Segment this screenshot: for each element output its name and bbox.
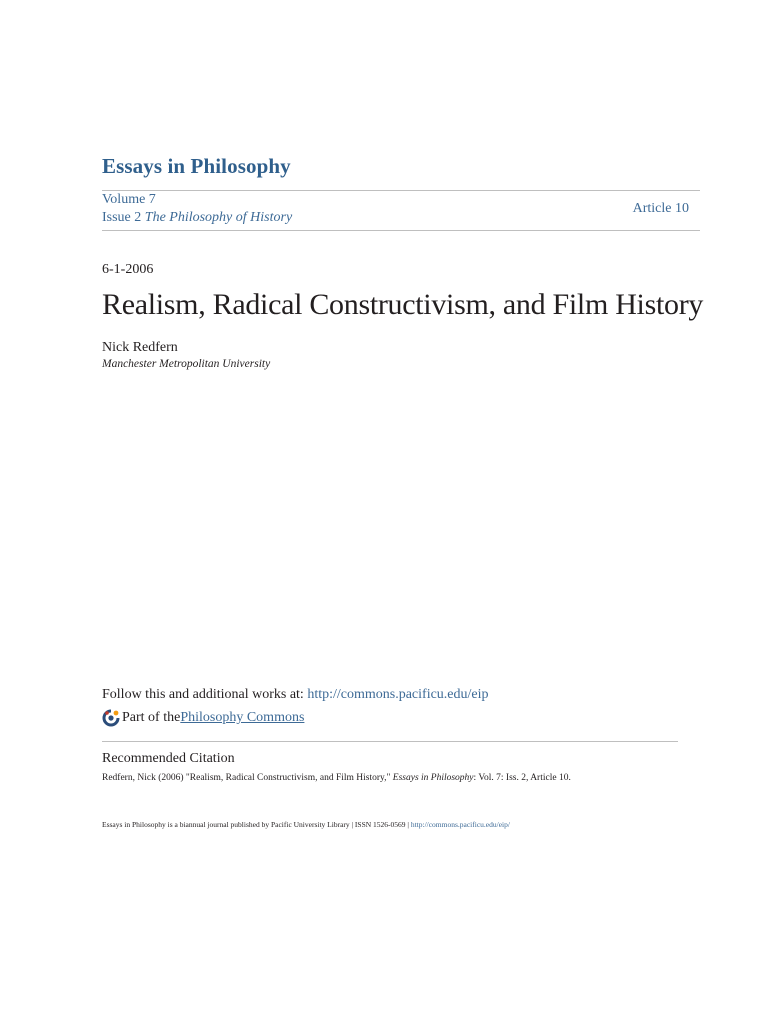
footer-text: Essays in Philosophy is a biannual journal published by Pacific University Library | ISSN 1526-0569 | (102, 820, 411, 829)
philosophy-commons-link[interactable]: Philosophy Commons (180, 710, 305, 725)
footer-url-link[interactable]: http://commons.pacificu.edu/eip/ (410, 820, 510, 829)
citation-suffix: : Vol. 7: Iss. 2, Article 10. (473, 773, 571, 783)
citation-divider (102, 741, 678, 742)
follow-url-link[interactable]: http://commons.pacificu.edu/eip (307, 687, 489, 702)
publication-date: 6-1-2006 (102, 262, 154, 277)
citation-journal: Essays in Philosophy (392, 773, 474, 783)
citation-text (102, 773, 571, 783)
citation-prefix: Redfern, Nick (2006) "Realism, Radical Constructivism, and Film History," (102, 773, 393, 783)
paper-title: Realism, Radical Constructivism, and Film History (102, 288, 704, 321)
footer-notice (102, 820, 510, 829)
article-link[interactable]: Article 10 (632, 201, 689, 216)
part-of-line (102, 709, 304, 727)
citation-heading: Recommended Citation (102, 751, 235, 766)
author-affiliation: Manchester Metropolitan University (102, 358, 271, 370)
follow-prefix: Follow this and additional works at: (102, 687, 308, 702)
follow-line (102, 687, 489, 703)
issue-name: The Philosophy of History (144, 210, 293, 225)
commons-network-icon (102, 709, 120, 727)
volume-link[interactable]: Volume 7 (102, 192, 156, 207)
issue-number: Issue 2 (102, 210, 142, 225)
issue-link[interactable] (102, 210, 292, 226)
part-of-prefix: Part of the (122, 710, 181, 725)
journal-title[interactable]: Essays in Philosophy (102, 154, 291, 178)
header-divider-bottom (102, 230, 700, 231)
header-divider-top (102, 190, 700, 191)
author-name: Nick Redfern (102, 340, 178, 355)
